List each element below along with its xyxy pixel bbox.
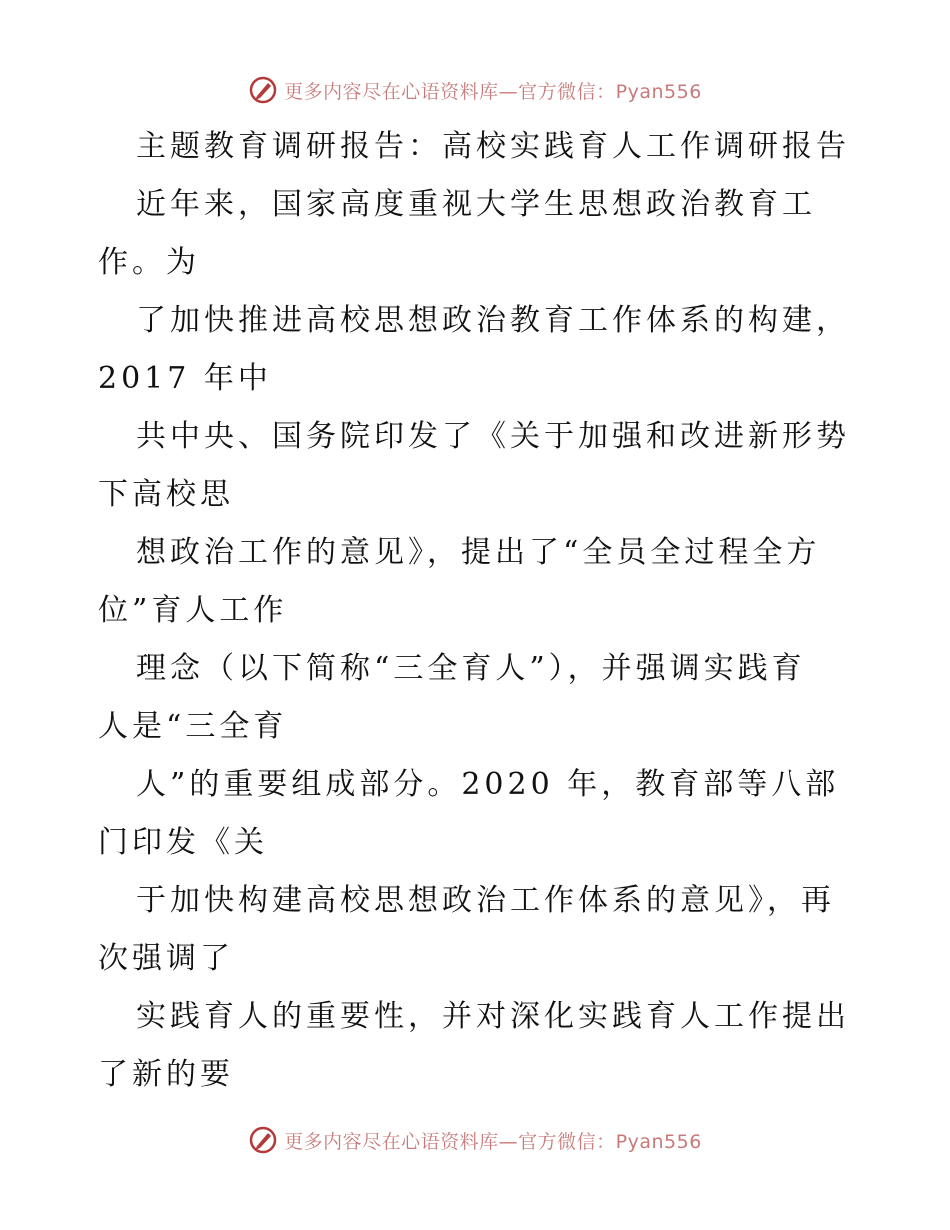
text-line: 共中央、国务院印发了《关于加强和改进新形势 <box>136 419 850 454</box>
document-body <box>98 118 858 1104</box>
text-line: 人”的重要组成部分。2020 年，教育部等八部 <box>136 767 840 802</box>
text-line: 理念（以下简称“三全育人”），并强调实践育 <box>136 651 806 686</box>
text-line: 作。为 <box>98 245 200 280</box>
text-line: 了新的要 <box>98 1057 234 1092</box>
text-line: 人是“三全育 <box>98 709 288 744</box>
text-line: 次强调了 <box>98 941 234 976</box>
watermark-text: 更多内容尽在心语资料库—官方微信：Pyan556 <box>284 1130 702 1153</box>
pen-seal-logo-icon <box>248 1125 278 1155</box>
text-line: 主题教育调研报告：高校实践育人工作调研报告 <box>136 129 850 164</box>
text-line: 近年来，国家高度重视大学生思想政治教育工 <box>136 187 816 222</box>
pen-seal-logo-icon <box>248 75 278 105</box>
text-line: 位”育人工作 <box>98 593 288 628</box>
watermark-text: 更多内容尽在心语资料库—官方微信：Pyan556 <box>284 80 702 103</box>
text-line: 实践育人的重要性，并对深化实践育人工作提出 <box>136 999 850 1034</box>
text-line: 想政治工作的意见》，提出了“全员全过程全方 <box>136 535 821 570</box>
text-line: 2017 年中 <box>98 361 272 396</box>
text-line: 下高校思 <box>98 477 234 512</box>
header-watermark <box>0 70 950 110</box>
footer-watermark <box>0 1120 950 1160</box>
text-line: 于加快构建高校思想政治工作体系的意见》，再 <box>136 883 835 918</box>
text-line: 了加快推进高校思想政治教育工作体系的构建， <box>136 303 850 338</box>
text-line: 门印发《关 <box>98 825 268 860</box>
